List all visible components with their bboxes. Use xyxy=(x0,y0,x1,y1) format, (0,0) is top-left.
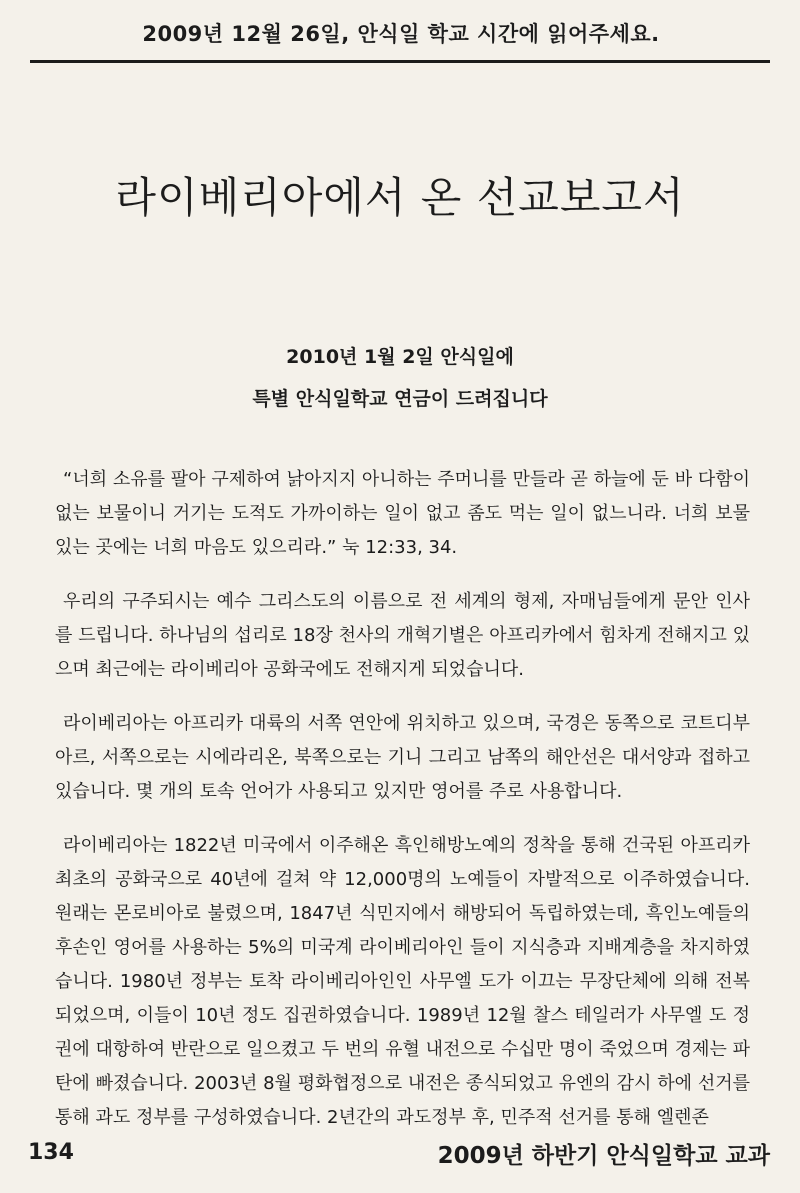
paragraph-geography: 라이베리아는 아프리카 대륙의 서쪽 연안에 위치하고 있으며, 국경은 동쪽으로 코트디부아르, 서쪽으로는 시에라리온, 북쪽으로는 기니 그리고 남쪽의 해안선은 대서양과 접하고 있습니다. 몇 개의 토속 언어가 사용되고 있지만 영어를 주로 사용합니다. xyxy=(55,713,750,802)
page-title: 라이베리아에서 온 선교보고서 xyxy=(115,173,685,222)
offering-notice: 특별 안식일학교 연금이 드려집니다 xyxy=(252,388,548,410)
report-body xyxy=(55,463,750,1155)
offering-date: 2010년 1월 2일 안식일에 xyxy=(286,346,514,368)
scripture-quote: “너희 소유를 팔아 구제하여 낡아지지 아니하는 주머니를 만들라 곧 하늘에 둔 바 다함이 없는 보물이니 거기는 도적도 가까이하는 일이 없고 좀도 먹는 일이 없느니라. 너희 보물 있는 곳에는 너희 마음도 있으리라.” 눅 12:33, 34. xyxy=(55,469,750,558)
page-header: 2009년 12월 26일, 안식일 학교 시간에 읽어주세요. xyxy=(142,22,660,46)
page-number: 134 xyxy=(28,1140,74,1165)
paragraph-history: 라이베리아는 1822년 미국에서 이주해온 흑인해방노예의 정착을 통해 건국된 아프리카 최초의 공화국으로 40년에 걸쳐 약 12,000명의 노예들이 자발적으로 이주하였습니다. 원래는 몬로비아로 불렸으며, 1847년 식민지에서 해방되어 독립하였는데, 흑인노예들의 후손인 영어를 사용하는 5%의 미국계 라이베리아인 들이 지식층과 지배계층을 차지하였습니다. 1980년 정부는 토착 라이베리아인인 사무엘 도가 이끄는 무장단체에 의해 전복되었으며, 이들이 10년 정도 집권하였습니다. 1989년 12월 찰스 테일러가 사무엘 도 정권에 대항하여 반란으로 일으켰고 두 번의 유혈 내전으로 수십만 명이 죽었으며 경제는 파탄에 빠졌습니다. 2003년 8월 평화협정으로 내전은 종식되었고 유엔의 감시 하에 선거를 통해 과도 정부를 구성하였습니다. 2년간의 과도정부 후, 민주적 선거를 통해 엘렌존 xyxy=(55,835,750,1128)
header-divider xyxy=(30,60,770,63)
book-title: 2009년 하반기 안식일학교 교과 xyxy=(437,1143,770,1169)
paragraph-greeting: 우리의 구주되시는 예수 그리스도의 이름으로 전 세계의 형제, 자매님들에게 문안 인사를 드립니다. 하나님의 섭리로 18장 천사의 개혁기별은 아프리카에서 힘차게 전해지고 있으며 최근에는 라이베리아 공화국에도 전해지게 되었습니다. xyxy=(55,591,750,680)
